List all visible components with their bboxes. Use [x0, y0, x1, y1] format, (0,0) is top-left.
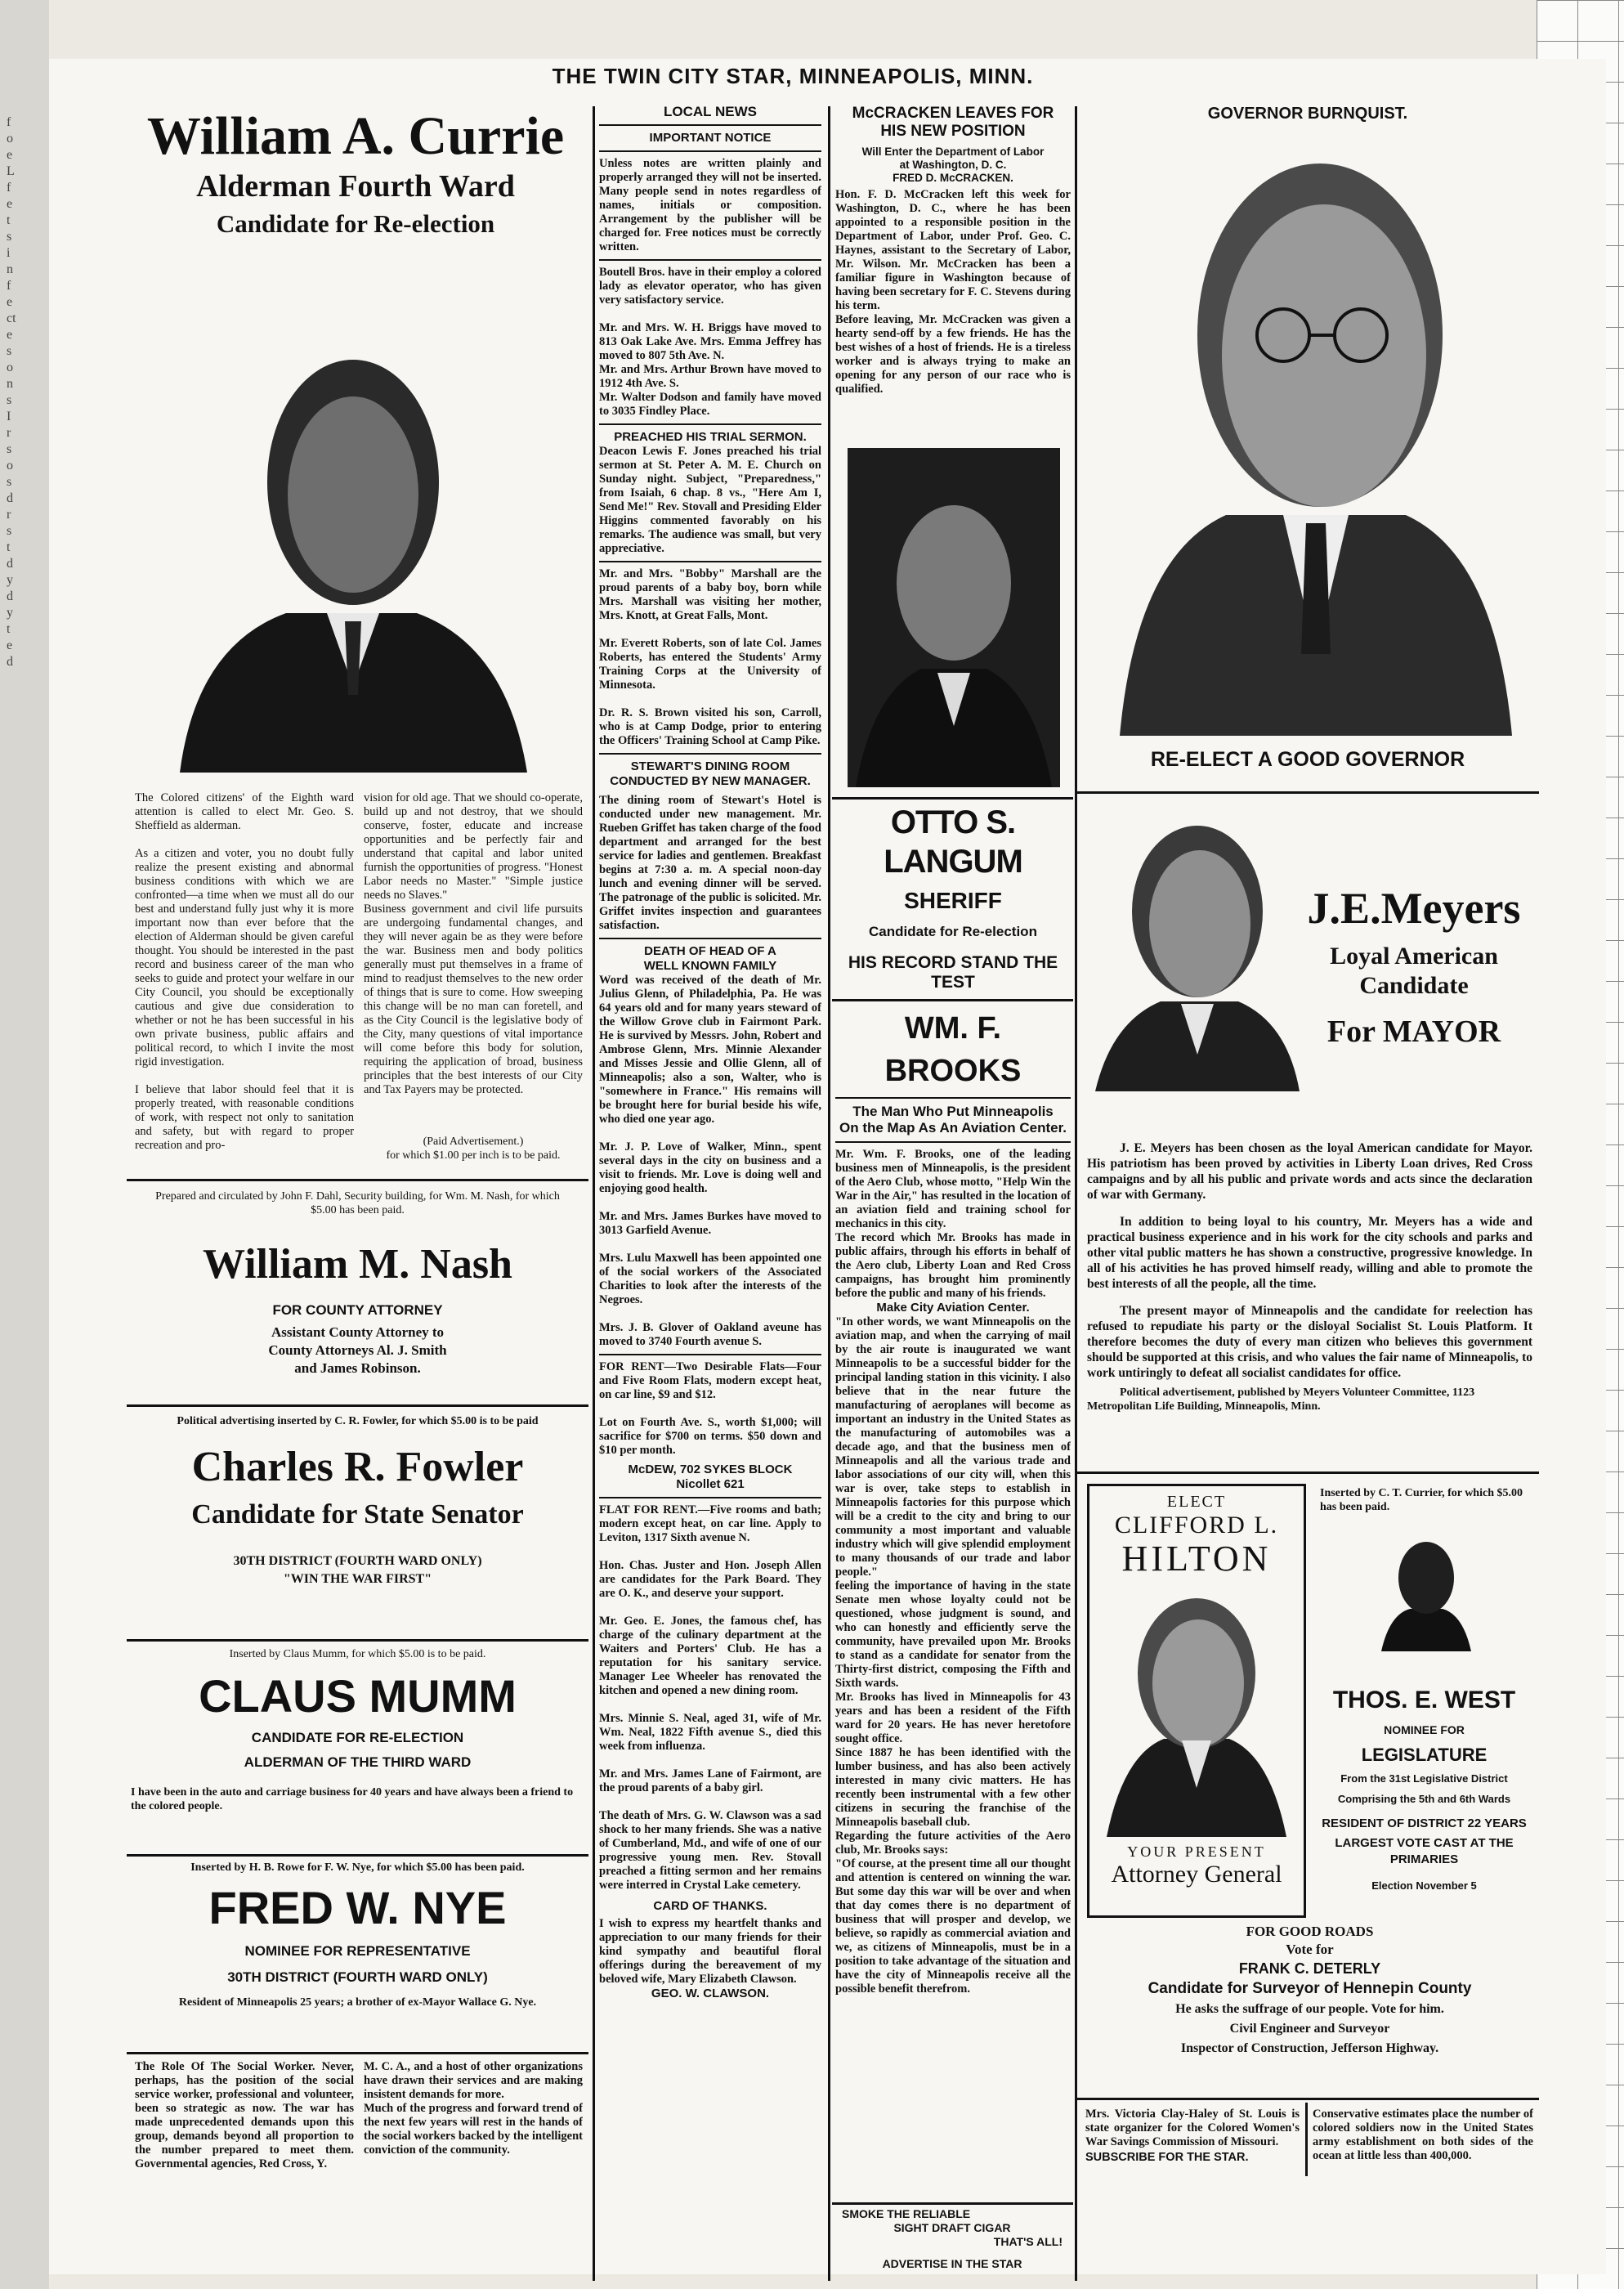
west-ad	[1312, 1486, 1537, 1514]
meyers-line-3: For MAYOR	[1326, 1015, 1501, 1049]
nash-prepared-note: Prepared and circulated by John F. Dahl, Security building, for Wm. M. Nash, for which $5.00 has been paid.	[155, 1190, 560, 1216]
meyers-para-2: In addition to being loyal to his country, Mr. Meyers has a wide and practical business experience and in his work for the city schools and parks and other vital public matters he has shown a constructive, progressive knowledge. In all of his activities he has proved himself ready, willing and able to promote the best interests of all the people, all the time.	[1087, 1215, 1532, 1291]
section-rule	[832, 2202, 1073, 2205]
deterly-name: FRANK C. DETERLY	[1238, 1960, 1381, 1977]
meyers-para-4: Political advertisement, published by Meyers Volunteer Committee, 1123 Metropolitan Life Building, Minneapolis, Minn.	[1087, 1386, 1475, 1413]
fowler-district: 30TH DISTRICT (FOURTH WARD ONLY)	[233, 1554, 482, 1568]
section-rule	[127, 1404, 588, 1407]
brooks-text: Mr. Wm. F. Brooks, one of the leading business men of Minneapolis, is the president of the Aero Club, whose motto, "Help Win the War in the Air," has resulted in the location of an aviation field and training school for mechanics in this city. The record which Mr. Brooks has made in public affairs, through his efforts in behalf of the Aero club, Liberty Loan and Red Cross campaigns, has brought him prominently before the public and many of his friends.	[835, 1148, 1071, 1300]
fowler-office: Candidate for State Senator	[191, 1499, 524, 1530]
currie-portrait	[163, 302, 539, 777]
fowler-inserted-note: Political advertising inserted by C. R. Fowler, for which $5.00 is to be paid	[177, 1415, 539, 1427]
currie-text-col1: The Colored citizens' of the Eighth ward attention is called to elect Mr. Geo. S. Sheffield as alderman. As a citizen and voter, you no doubt fully realize the present existing and abnormal business conditions with which we are confronted—a time when we must all do our best and understand fully just why it is more important now than ever before that the election of Alderman should be given careful thought. You should be interested in the past record and business career of the man who seeks to guide and protect your welfare in our City Council, you should be exceptionally cautious and give due consideration to whether or not he has been successful in his own private business, public affairs and political record, to which I invite the most rigid investigation. I believe that labor should feel that it is properly treated, with reasonable conditions of work, with respect not only to sanitation and safety, but with regard to proper recreation and pro-	[135, 791, 354, 1152]
west-nominee: NOMINEE FOR	[1384, 1723, 1465, 1736]
deterly-vote-for: Vote for	[1286, 1942, 1334, 1957]
west-inserted-note: Inserted by C. T. Currier, for which $5.00 has been paid.	[1320, 1487, 1523, 1513]
deterly-line-2: Civil Engineer and Surveyor	[1229, 2022, 1390, 2036]
fowler-name: Charles R. Fowler	[191, 1444, 524, 1490]
section-rule	[832, 797, 1073, 800]
mccracken-article	[835, 105, 1071, 396]
nye-note: Resident of Minneapolis 25 years; a brother of ex-Mayor Wallace G. Nye.	[178, 1996, 537, 2009]
section-rule	[1077, 1472, 1539, 1474]
mccracken-subhead: Will Enter the Department of Labor at Washington, D. C. FRED D. McCRACKEN.	[861, 146, 1045, 184]
cigar-line-2: SIGHT DRAFT CIGAR	[893, 2221, 1011, 2234]
mumm-office: CANDIDATE FOR RE-ELECTION	[251, 1730, 464, 1745]
card-of-thanks-text: I wish to express my heartfelt thanks and appreciation to our many friends for their kind sympathy and beautiful floral offerings during the bereavement of my beloved wife, Mary Elizabeth Clawson.	[599, 1917, 821, 1986]
colored-soldiers-note: Conservative estimates place the number of colored soldiers now in the United States army establishment on both sides of the ocean at little less than 400,000.	[1313, 2108, 1533, 2162]
column-rule	[1305, 2103, 1308, 2176]
mumm-subtitle: ALDERMAN OF THE THIRD WARD	[244, 1754, 472, 1770]
cropped-adjacent-page-text: f o e L f e t s i n f e ct e s o n s I r s o s d r s t d y d y t e d	[7, 115, 16, 669]
cigar-line-3: THAT'S ALL!	[993, 2235, 1063, 2248]
meyers-line-1: Loyal American	[1330, 943, 1498, 970]
west-election: Election November 5	[1371, 1879, 1477, 1892]
hilton-ad	[1087, 1484, 1306, 1918]
important-notice-heading: IMPORTANT NOTICE	[649, 131, 772, 145]
paid-advertisement: (Paid Advertisement.)	[423, 1136, 524, 1148]
meyers-portrait	[1095, 809, 1300, 1091]
burnquist-caption: GOVERNOR BURNQUIST.	[1207, 105, 1408, 123]
west-district: From the 31st Legislative District	[1340, 1772, 1508, 1785]
currie-subtitle: Candidate for Re-election	[216, 209, 495, 238]
section-rule	[127, 1639, 588, 1642]
mccracken-portrait	[848, 448, 1060, 787]
advertise-in-star: ADVERTISE IN THE STAR	[882, 2257, 1022, 2270]
meyers-ad	[1291, 883, 1537, 1050]
left-page-gutter	[0, 0, 49, 2289]
social-worker-col1: The Role Of The Social Worker. Never, perhaps, has the position of the social service worker, professional and volunteer, been so strategic as now. The war has made unprecedented demands upon this group, demands beyond all proportion to the number prepared to meet them. Governmental agencies, Red Cross, Y.	[135, 2060, 354, 2170]
section-rule	[1077, 791, 1539, 794]
fowler-slogan: "WIN THE WAR FIRST"	[283, 1572, 432, 1586]
west-vote: LARGEST VOTE CAST AT THE PRIMARIES	[1335, 1836, 1514, 1866]
cigar-line-1: SMOKE THE RELIABLE	[842, 2207, 971, 2220]
important-notice-text: Unless notes are written plainly and properly arranged they will not be inserted. Many people send in notes regardless of names, initials or composition. Arrangement by the publisher will be charged for. Free notices must be correctly written.	[599, 157, 821, 253]
card-of-thanks-signature: GEO. W. CLAWSON.	[651, 1987, 770, 2000]
langum-name: OTTO S. LANGUM	[884, 804, 1022, 880]
sermon-heading: PREACHED HIS TRIAL SERMON.	[614, 430, 807, 444]
nye-district: 30TH DISTRICT (FOURTH WARD ONLY)	[227, 1969, 488, 1985]
local-items-3: FLAT FOR RENT.—Five rooms and bath; modern except heat, on car line. Apply to Leviton, 1317 Sixth avenue N. Hon. Chas. Juster and Hon. Joseph Allen are candidates for the Park Board. They are O. K., and deserve your support. Mr. Geo. E. Jones, the famous chef, has charge of the culinary department at the Waiters and Porters' Club. He has a reputation for his sanitary service. Manager Lee Wheeler has renovated the kitchen and opened a new dining room. Mrs. Minnie S. Neal, aged 31, wife of Mr. Wm. Neal, 1822 Fifth avenue S., died this week from influenza. Mr. and Mrs. James Lane of Fairmont, are the proud parents of a baby girl. The death of Mrs. G. W. Clawson was a sad shock to her many friends. She was a native of Cumberland, Md., and wife of one of our progressive young men. Rev. Stovall preached a fitting sermon and her remains were interred in Crystal Lake cemetery.	[599, 1503, 821, 1892]
local-items-2: Mr. and Mrs. "Bobby" Marshall are the proud parents of a baby boy, born while Mrs. Marshall was visiting her mother, Mrs. Knott, at Great Falls, Mont. Mr. Everett Roberts, son of late Col. James Roberts, has entered the Students' Army Training Corps at the University of Minnesota. Dr. R. S. Brown visited his son, Carroll, who is at Camp Dodge, prior to entering the Officers' Training School at Camp Pike.	[599, 567, 821, 747]
currie-text-col2: vision for old age. That we should co-operate, build up and not destroy, that we should conserve, foster, educate and increase opportunities and be perfectly fair and understand that capital and labor united furnish the opportunities of progress. "Honest Labor needs no Master." "Simple justice needs no Slaves." Business government and civil life pursuits are undergoing fundamental changes, and they will never again be as they were before the war. Business men and body politics generally must put themselves in a frame of mind to readjust themselves to the new order of things that is sure to come. How sweeping this change will be no man can foretell, and as the City Council is the legislative body of the City, many questions of vital importance will come before this body for solution, requiring the application of broad, business principles that the best interests of our City and Tax Payers may be protected.	[364, 791, 583, 1096]
meyers-name: J.E.Meyers	[1307, 884, 1521, 933]
paid-rate: for which $1.00 per inch is to be paid.	[386, 1149, 561, 1162]
currie-paid-note	[364, 1135, 583, 1162]
column-rule	[593, 106, 595, 2281]
mumm-inserted-note: Inserted by Claus Mumm, for which $5.00 is to be paid.	[229, 1648, 486, 1660]
meyers-para-1: J. E. Meyers has been chosen as the loyal American candidate for Mayor. His patriotism has been proved by activities in Liberty Loan drives, Red Cross campaigns and by all his public and private words and acts since the declaration of war with Germany.	[1087, 1141, 1532, 1202]
dining-room-heading: STEWART'S DINING ROOM CONDUCTED BY NEW MANAGER.	[610, 759, 811, 788]
subscribe-line: SUBSCRIBE FOR THE STAR.	[1085, 2151, 1249, 2164]
hilton-office: Attorney General	[1111, 1861, 1282, 1888]
for-rent-ad: FOR RENT—Two Desirable Flats—Four and Five Room Flats, modern except heat, on car line, $9 and $12. Lot on Fourth Ave. S., worth $1,000; will sacrifice for $700 on terms. $50 down and $10 per month.	[599, 1360, 821, 1457]
dining-room-text: The dining room of Stewart's Hotel is conducted under new management. Mr. Rueben Griffet has taken charge of the food department and arranged for the best service for ladies and gentlemen. Breakfast begins at 7:30 a. m. A special noon-day lunch and evening dinner will be served. The patronage of the public is solicited. Mr. Griffet invites inspection and guarantees satisfaction.	[599, 794, 821, 932]
nye-inserted-note: Inserted by H. B. Rowe for F. W. Nye, for which $5.00 has been paid.	[190, 1861, 525, 1874]
deterly-good-roads: FOR GOOD ROADS	[1246, 1924, 1374, 1939]
clay-haley-text: Mrs. Victoria Clay-Haley of St. Louis is state organizer for the Colored Women's War Savings Commission of Missouri.	[1085, 2108, 1300, 2148]
hilton-elect: ELECT	[1166, 1493, 1227, 1511]
hilton-portrait	[1107, 1583, 1286, 1837]
section-rule	[127, 2052, 588, 2054]
masthead: THE TWIN CITY STAR, MINNEAPOLIS, MINN.	[552, 64, 1034, 88]
section-rule	[832, 999, 1073, 1001]
fowler-ad	[131, 1414, 584, 1587]
local-items-1: Boutell Bros. have in their employ a colored lady as elevator operator, who has given very satisfactory service. Mr. and Mrs. W. H. Briggs have moved to 813 Oak Lake Ave. Mrs. Emma Jeffrey has moved to 807 5th Ave. N. Mr. and Mrs. Arthur Brown have moved to 1912 4th Ave. S. Mr. Walter Dodson and family have moved to 3035 Findley Place.	[599, 266, 821, 418]
hilton-last-name: HILTON	[1121, 1539, 1272, 1579]
card-of-thanks-heading: CARD OF THANKS.	[653, 1899, 767, 1913]
currie-office: Alderman Fourth Ward	[196, 169, 515, 204]
cigar-ad	[842, 2207, 1063, 2271]
west-details	[1312, 1686, 1537, 1892]
section-rule	[127, 1179, 588, 1181]
deterly-office: Candidate for Surveyor of Hennepin County	[1148, 1980, 1472, 1997]
sermon-text: Deacon Lewis F. Jones preached his trial sermon at St. Peter A. M. E. Church on Sunday night. Subject, "Preparedness," from Isaiah, 6 chap. 8 vs., "Here Am I, Send Me!" Rev. Stovall and Presiding Elder Higgins commented favorably on his remarks. The audience was small, but very appreciative.	[599, 445, 821, 555]
nash-office: FOR COUNTY ATTORNEY	[272, 1302, 443, 1318]
mumm-name: CLAUS MUMM	[199, 1670, 517, 1722]
death-notice-text: Word was received of the death of Mr. Julius Glenn, of Philadelphia, Pa. He was 64 years old and for many years steward of the Willow Grove club in Fairmont Park. He is survived by Messrs. John, Robert and Ambrose Glenn, Mrs. Minnie Alexander and Misses Jessie and Ollie Glenn, all of Minneapolis; also a son, Walter, who is "somewhere in France." His remains will be brought here for burial beside his wife, who died one year ago. Mr. J. P. Love of Walker, Minn., spent several days in the city on business and a visit to friends. Mr. Love is doing well and enjoying good health. Mr. and Mrs. James Burkes have moved to 3013 Garfield Avenue. Mrs. Lulu Maxwell has been appointed one of the social workers of the Associated Charities to look after the interests of the Negroes. Mrs. J. B. Glover of Oakland aveune has moved to 3740 Fourth avenue S.	[599, 974, 821, 1348]
nash-subtitle: Assistant County Attorney to County Attorneys Al. J. Smith and James Robinson.	[268, 1324, 447, 1376]
mumm-ad	[131, 1647, 584, 1813]
deterly-ad	[1087, 1923, 1532, 2058]
local-news-title: LOCAL NEWS	[664, 105, 757, 119]
aviation-center-heading: Make City Aviation Center.	[876, 1301, 1030, 1315]
west-wards: Comprising the 5th and 6th Wards	[1337, 1793, 1511, 1805]
mumm-note: I have been in the auto and carriage business for 40 years and have always been a friend to the colored people.	[131, 1786, 574, 1812]
currie-ad	[127, 106, 584, 242]
local-news-column	[599, 105, 821, 2001]
brooks-name: WM. F. BROOKS	[884, 1011, 1022, 1088]
hilton-first-name: CLIFFORD L.	[1114, 1512, 1279, 1539]
section-rule	[127, 1854, 588, 1857]
meyers-text	[1087, 1140, 1532, 1413]
nye-office: NOMINEE FOR REPRESENTATIVE	[244, 1943, 471, 1959]
section-rule	[1077, 2098, 1539, 2100]
langum-office: SHERIFF	[904, 888, 1002, 913]
nye-ad	[131, 1861, 584, 2009]
langum-ad	[835, 803, 1071, 992]
meyers-para-3: The present mayor of Minneapolis and the candidate for reelection has refused to repudiate his party or the disloyal Socialist St. Louis Platform. It therefore becomes the duty of every man citizen who believes this government should be supported at this crisis, and who values the fair name of Minneapolis, to work untiringly to defeat all socialist candidates for office.	[1087, 1304, 1532, 1380]
mccracken-headline: McCRACKEN LEAVES FOR HIS NEW POSITION	[852, 105, 1054, 140]
deterly-line-1: He asks the suffrage of our people. Vote for him.	[1175, 2002, 1444, 2016]
west-resident: RESIDENT OF DISTRICT 22 YEARS	[1322, 1816, 1527, 1830]
west-office: LEGISLATURE	[1361, 1745, 1488, 1765]
west-name: THOS. E. WEST	[1332, 1687, 1516, 1713]
brooks-text-2: "In other words, we want Minneapolis on the aviation map, and when the carrying of mail by the air route is inaugurated we want Minneapolis to be a successful bidder for the principal landing station in this vicinity. I also believe that in the near future the manufacturing of aeroplanes will become as important an industry in the United States as the manufacturing of automobiles was a decade ago, and that the business men of Minneapolis and all the various trade and labor associations of our city will, when this war is over, take steps to establish in Minneapolis factories for this purpose which will be a credit to the city and bring to our community a most important and valuable industry which will give splendid employment to many thousands of our trade and labor people." feeling the importance of having in the state Senate men whose loyalty could not be questioned, whose judgment is sound, and who can honestly and efficiently serve the community, have prevailed upon Mr. Brooks to stand as a candidate for senator from the Thirty-first district, composing the Fifth and Sixth wards. Mr. Brooks has lived in Minneapolis for 43 years and has been a resident of the Fifth ward for 20 years. He has never heretofore sought office. Since 1887 he has been identified with the lumber business, and has also been actively interested in many civic matters. He has recently been instrumental with a few other citizens in securing the franchise of the Minneapolis baseball club. Regarding the future activities of the Aero club, Mr. Brooks says: "Of course, at the present time all our thought and attention is centered on winning the war. But some day this war will be over and when that day comes there is no department of business that will prosper and develop, we believe, so rapidly as commercial aviation and we, as citizens of Minneapolis, must be in a position to take advantage of the situation and have the city of Minneapolis receive all the possible benefit therefrom.	[835, 1315, 1071, 1996]
west-portrait	[1381, 1537, 1471, 1651]
death-notice-heading: DEATH OF HEAD OF A WELL KNOWN FAMILY	[643, 944, 777, 973]
brooks-subtitle: The Man Who Put Minneapolis On the Map As An Aviation Center.	[839, 1104, 1067, 1136]
mccracken-text: Hon. F. D. McCracken left this week for Washington, D. C., where he has been appointed to a responsible position in the Department of Labor, under Prof. Geo. C. Haynes, assistant to the Secretary of Labor, Mr. Wilson. Mr. McCracken has been a familiar figure in Washington because of having been secretary for F. C. Stevens during his term. Before leaving, Mr. McCracken was given a hearty send-off by a few friends. He has the best wishes of a host of friends. He is a tireless worker and is always trying to make an opening for any person of our race who is qualified.	[835, 188, 1071, 396]
nash-ad	[131, 1189, 584, 1377]
burnquist-portrait	[1120, 131, 1512, 736]
hilton-your-present: YOUR PRESENT	[1127, 1843, 1266, 1860]
column-rule	[828, 106, 830, 2281]
social-worker-col2: M. C. A., and a host of other organizations have drawn their services and are making insistent demands for more. Much of the progress and forward trend of the next few years will rest in the hands of the social workers backed by the intelligent conviction of the community.	[364, 2060, 583, 2157]
langum-subtitle: Candidate for Re-election	[869, 924, 1037, 939]
mcdew-address: McDEW, 702 SYKES BLOCK Nicollet 621	[628, 1463, 793, 1491]
currie-name: William A. Currie	[146, 106, 565, 166]
langum-slogan: HIS RECORD STAND THE TEST	[848, 953, 1058, 992]
brooks-article	[835, 1007, 1071, 1996]
nash-name: William M. Nash	[203, 1241, 512, 1288]
clay-haley-note	[1085, 2108, 1300, 2165]
meyers-line-2: Candidate	[1359, 972, 1469, 999]
burnquist-slogan: RE-ELECT A GOOD GOVERNOR	[1150, 748, 1465, 771]
deterly-line-3: Inspector of Construction, Jefferson Highway.	[1180, 2041, 1439, 2055]
column-rule	[1075, 106, 1077, 2281]
nye-name: FRED W. NYE	[208, 1882, 507, 1933]
